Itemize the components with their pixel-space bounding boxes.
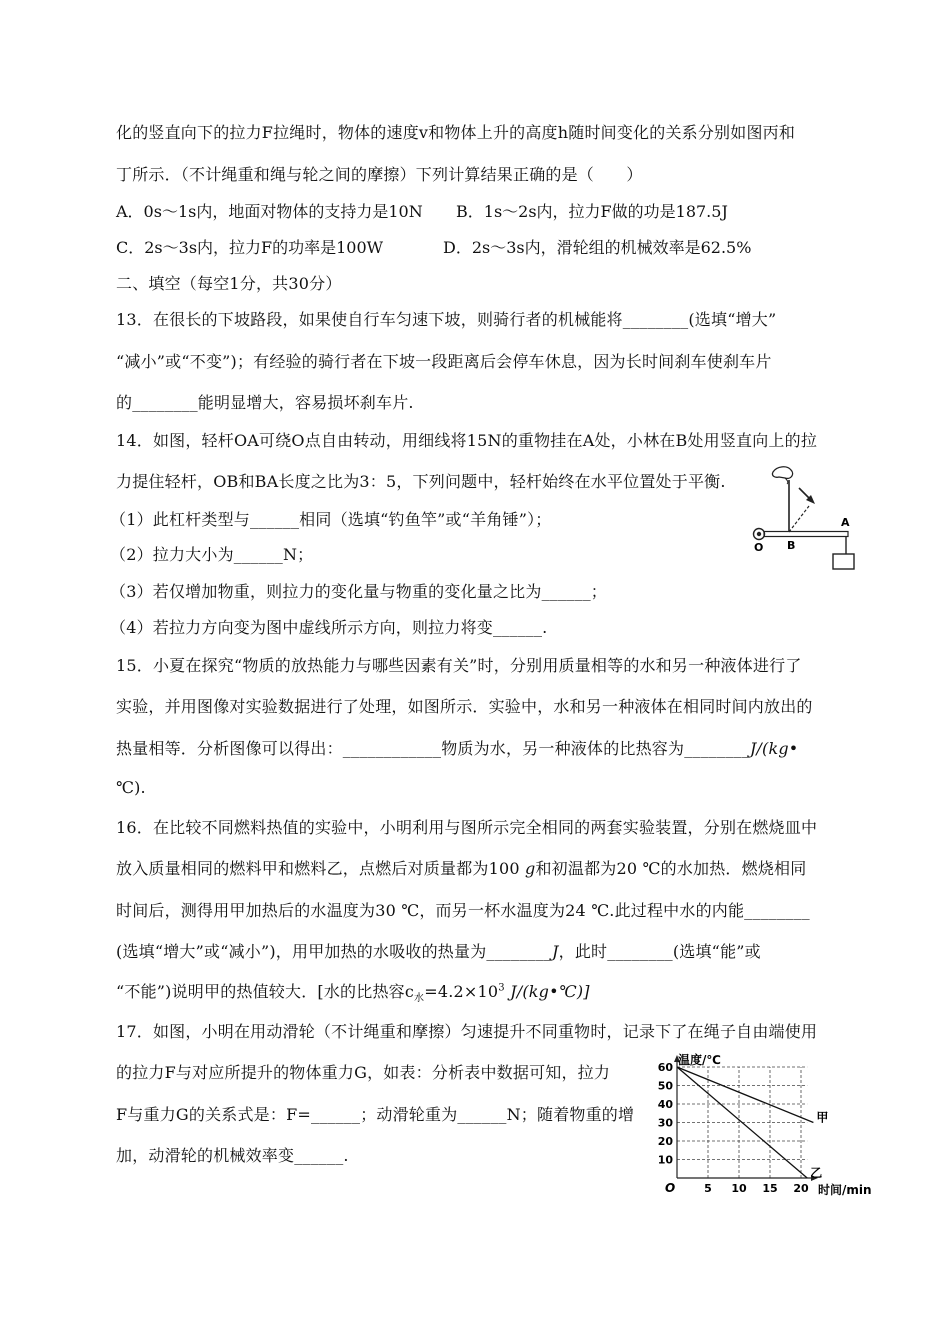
q13-line-2: “减小”或“不变”)；有经验的骑行者在下坡一段距离后会停车休息，因为长时间刹车使刹车片 [116,352,772,371]
y-tick-label-60: 60 [657,1061,673,1074]
series-line-1 [677,1067,813,1123]
lever-figure [745,462,865,577]
q13-line-1: 13．在很长的下坡路段，如果使自行车匀速下坡，则骑行者的机械能将________(选填“增大” [116,310,777,329]
q16-unit-g: g [525,859,536,878]
q17-line-2: 的拉力F与对应所提升的物体重力G，如表：分析表中数据可知，拉力 [116,1063,611,1082]
q16-sub-water: 水 [414,993,425,1005]
q17-line-3: F与重力G的关系式是：F=______；动滑轮重为______N；随着物重的增 [116,1105,635,1124]
weight-box [833,554,854,569]
y-tick-label-40: 40 [657,1098,673,1111]
q14-sub-2: （2）拉力大小为______N； [110,545,314,564]
y-tick-label-50: 50 [657,1079,673,1093]
hand-illustration [772,467,792,479]
q16-line-5c: J/(kg•℃)] [510,982,590,1001]
q13-line-3: 的________能明显增大，容易损坏刹车片. [116,393,414,412]
q16-line-5a: “不能”)说明甲的热值较大．[水的比热容c [116,982,415,1001]
y-axis-label: 温度/℃ [678,1053,721,1067]
q17-line-1: 17．如图，小明在用动滑轮（不计绳重和摩擦）匀速提升不同重物时，记录下了在绳子自由端使用 [116,1022,818,1041]
q15-line-3-text: 热量相等．分析图像可以得出：____________物质为水，另一种液体的比热容为________ [116,739,750,758]
x-tick-label-20: 20 [793,1182,809,1195]
y-tick-label-20: 20 [657,1135,673,1148]
q12-line-2: 丁所示．（不计绳重和绳与轮之间的摩擦）下列计算结果正确的是（ ） [116,165,643,184]
q15-unit: J/(kg• [749,739,799,758]
q15-line-4: ℃). [116,778,146,797]
q12-option-c: C．2s～3s内，拉力F的功率是100W [116,238,384,257]
q16-line-3: 时间后，测得用甲加热后的水温度为30 ℃，而另一杯水温度为24 ℃.此过程中水的内能________ [116,901,810,920]
q12-option-d: D．2s～3s内，滑轮组的机械效率是62.5% [443,238,752,257]
q16-line-2c: 和初温都为20 ℃的水加热．燃烧相同 [535,859,807,878]
label-a: A [841,516,850,529]
string-dashed [789,506,809,532]
label-b: B [787,539,796,552]
x-axis-label: 时间/min [818,1183,872,1197]
q16-line-5b: =4.2×10 [424,982,499,1001]
q16-line-2 [116,856,806,879]
q16-line-1: 16．在比较不同燃料热值的实验中，小明利用与图所示完全相同的两套实验装置，分别在燃烧皿中 [116,818,818,837]
series-label-1: 甲 [816,1110,829,1125]
y-tick-label-30: 30 [657,1116,673,1130]
q14-line-1: 14．如图，轻杆OA可绕O点自由转动，用细线将15N的重物挂在A处，小林在B处用竖直向上的拉 [116,431,818,450]
q14-line-2: 力提住轻杆，OB和BA长度之比为3：5，下列问题中，轻杆始终在水平位置处于平衡. [116,472,726,491]
q14-sub-3: （3）若仅增加物重，则拉力的变化量与物重的变化量之比为______； [110,582,607,601]
section-heading: 二、填空（每空1分，共30分） [116,274,342,293]
q14-sub-4: （4）若拉力方向变为图中虚线所示方向，则拉力将变______. [110,618,548,637]
q12-option-a: A．0s～1s内，地面对物体的支持力是10N [116,202,423,221]
x-tick-label-15: 15 [762,1182,778,1195]
q16-line-5 [116,979,590,1004]
origin-label: O [665,1181,676,1195]
chart-ticks [658,1061,809,1195]
q15-line-1: 15．小夏在探究“物质的放热能力与哪些因素有关”时，分别用质量相等的水和另一种液体进行了 [116,656,802,675]
lever-rod [764,532,848,537]
q16-line-4c: ，此时________(选填“能”或 [558,942,761,961]
q14-sub-1: （1）此杠杆类型与______相同（选填“钓鱼竿”或“羊角锤”）； [110,510,552,529]
q16-line-4a: (选填“增大”或“减小”)，用甲加热的水吸收的热量为________ [116,942,553,961]
q16-unit-j: J [552,942,559,961]
q16-line-2a: 放入质量相同的燃料甲和燃料乙，点燃后对质量都为100 [116,859,526,878]
q15-line-3 [116,736,798,759]
q15-line-2: 实验，并用图像对实验数据进行了处理，如图所示．实验中，水和另一种液体在相同时间内放出的 [116,697,813,716]
y-tick-label-10: 10 [657,1153,673,1167]
q12-option-b: B．1s～2s内，拉力F做的功是187.5J [456,202,728,221]
q16-line-4 [116,939,761,962]
q16-sup-3: 3 [498,982,505,994]
x-tick-label-5: 5 [704,1182,712,1195]
chart-series [677,1067,828,1180]
q12-line-1: 化的竖直向下的拉力F拉绳时，物体的速度v和物体上升的高度h随时间变化的关系分别如图丙和 [116,123,796,142]
x-tick-label-10: 10 [731,1182,747,1195]
q17-line-4: 加，动滑轮的机械效率变______. [116,1146,349,1165]
temperature-chart [640,1050,890,1200]
label-o: O [754,541,764,554]
series-label-2: 乙 [810,1166,823,1180]
